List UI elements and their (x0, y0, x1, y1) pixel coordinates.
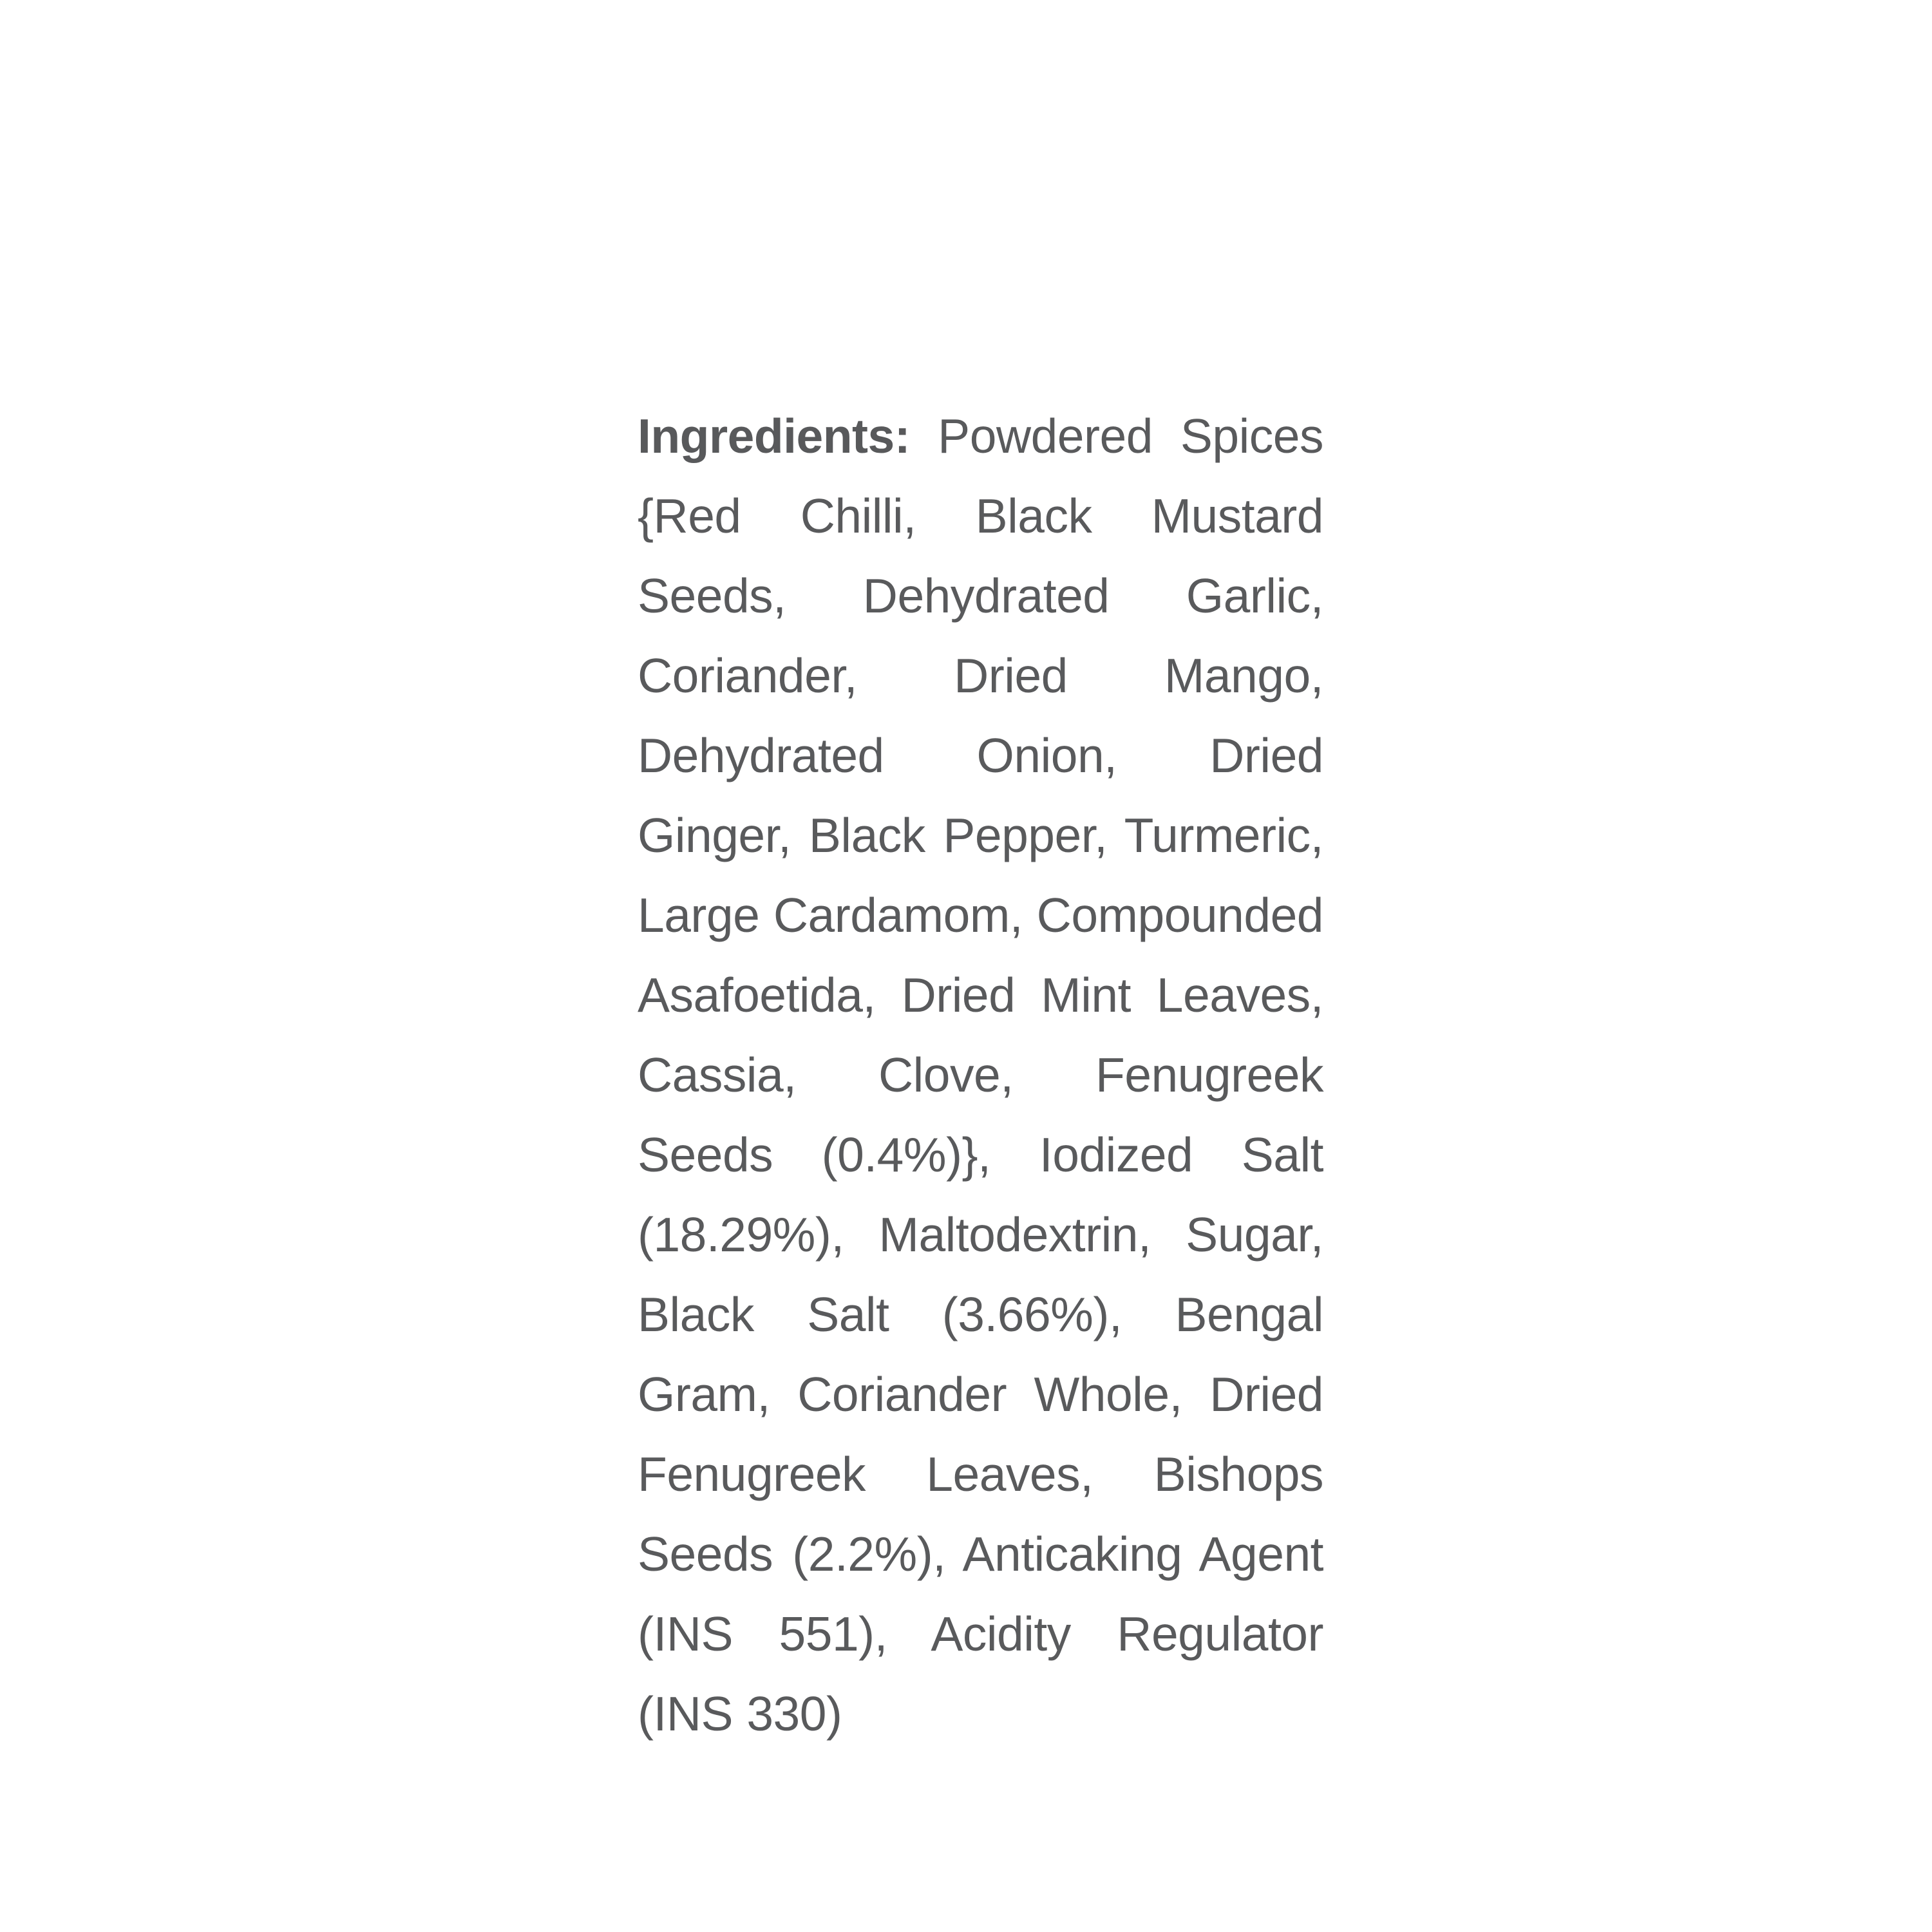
ingredients-list-text: Powdered Spices {Red Chilli, Black Mustard Seeds, Dehydrated Garlic, Coriander, Dried Mango, Dehydrated Onion, Dried Ginger, Black Pepper, Turmeric, Large Cardamom, Compounded Asafoetida, Dried Mint Leaves, Cassia, Clove, Fenugreek Seeds (0.4%)}, Iodized Salt (18.29%), Maltodextrin, Sugar, Black Salt (3.66%), Bengal Gram, Coriander Whole, Dried Fenugreek Leaves, Bishops Seeds (2.2%), Anticaking Agent (INS 551), Acidity Regulator (INS 330) (638, 409, 1323, 1741)
ingredients-label: Ingredients: (638, 409, 911, 463)
ingredients-paragraph (638, 396, 1323, 1754)
